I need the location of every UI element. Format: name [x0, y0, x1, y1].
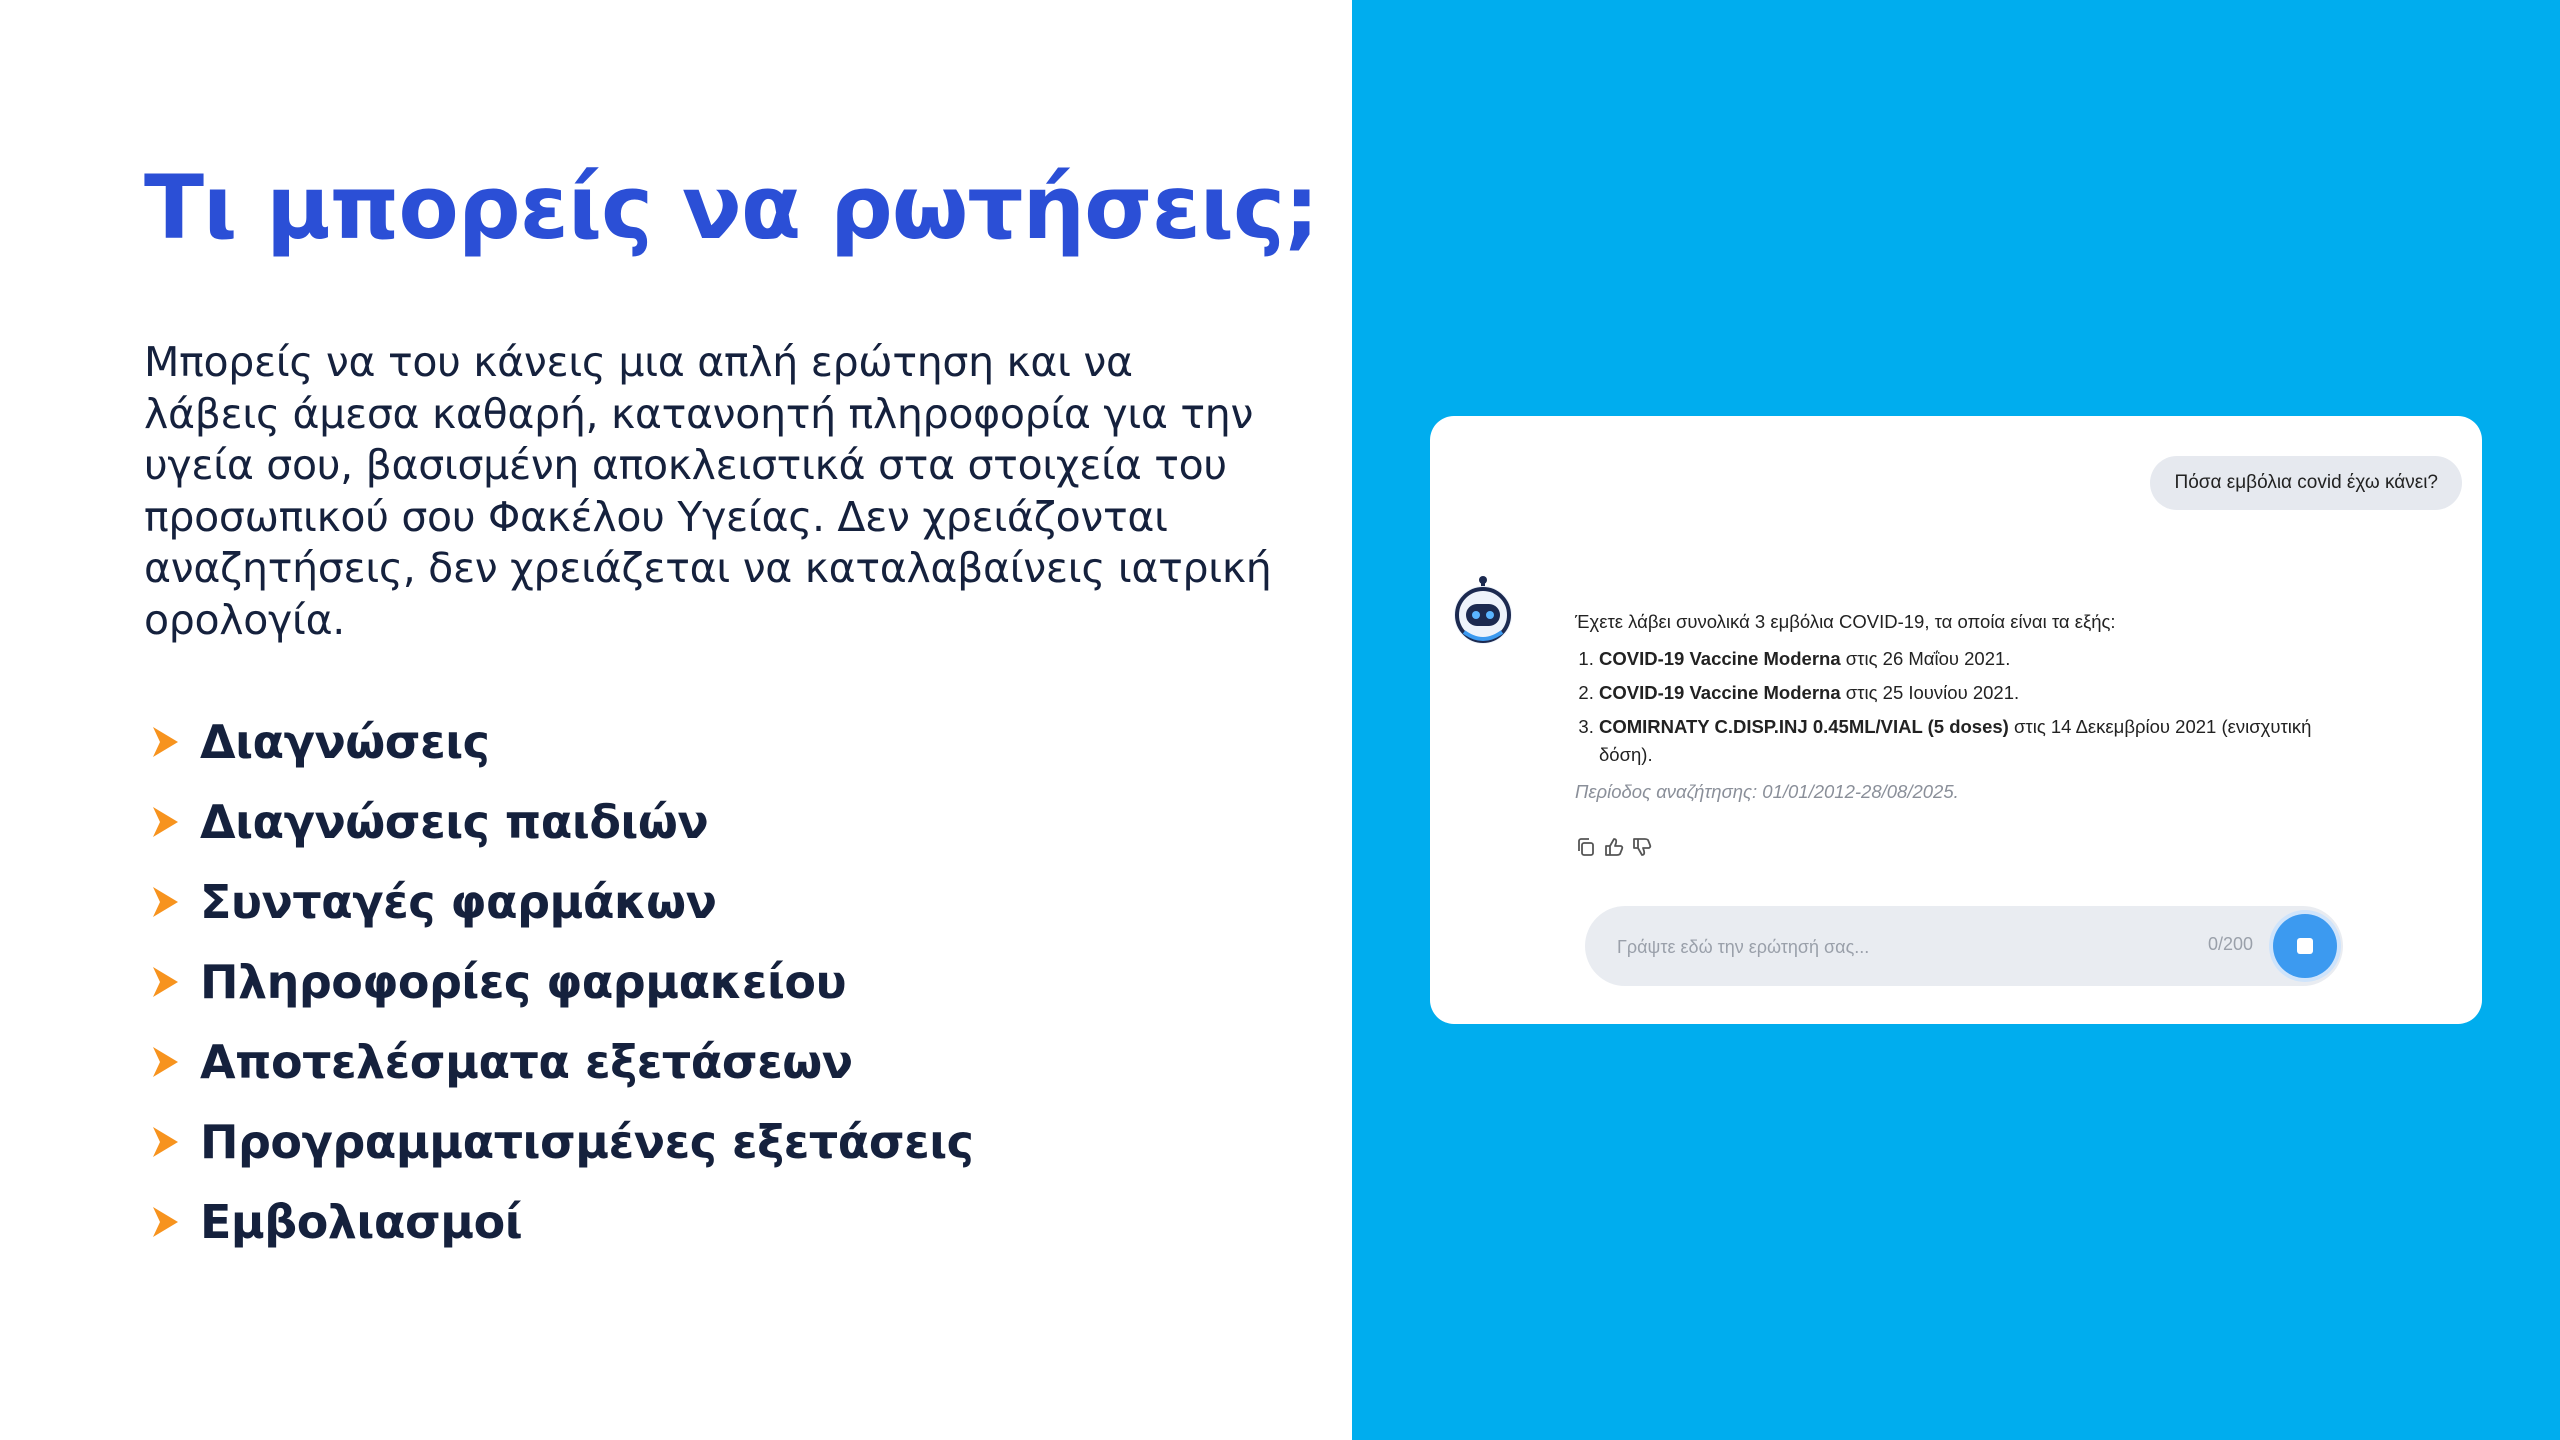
bot-message	[1575, 607, 2355, 807]
chevron-right-icon	[148, 725, 180, 759]
topic-list	[148, 702, 973, 1262]
user-message-bubble	[2150, 456, 2462, 510]
chat-input-bar	[1585, 906, 2343, 986]
vaccine-detail: στις 14 Δεκεμβρίου 2021 (ενισχυτική δόση).	[1599, 716, 2312, 765]
bot-intro-text: Έχετε λάβει συνολικά 3 εμβόλια COVID-19, τα οποία είναι τα εξής:	[1575, 611, 2116, 632]
vaccine-list	[1575, 645, 2355, 769]
chevron-right-icon	[148, 885, 180, 919]
vaccine-detail: στις 25 Ιουνίου 2021.	[1845, 682, 2020, 703]
topic-label: Εμβολιασμοί	[200, 1195, 523, 1249]
list-item	[1599, 679, 2355, 707]
thumbs-down-icon[interactable]	[1631, 836, 1653, 858]
list-item	[148, 1102, 973, 1182]
chevron-right-icon	[148, 1125, 180, 1159]
list-item	[148, 782, 973, 862]
chevron-right-icon	[148, 805, 180, 839]
topic-label: Διαγνώσεις παιδιών	[200, 795, 709, 849]
list-item	[148, 1182, 973, 1262]
topic-label: Πληροφορίες φαρμακείου	[200, 955, 847, 1009]
list-item	[1599, 645, 2355, 673]
chevron-right-icon	[148, 1045, 180, 1079]
chat-window	[1430, 416, 2482, 1024]
topic-label: Διαγνώσεις	[200, 715, 490, 769]
topic-label: Συνταγές φαρμάκων	[200, 875, 717, 929]
topic-label: Αποτελέσματα εξετάσεων	[200, 1035, 853, 1089]
list-item	[148, 942, 973, 1022]
send-button[interactable]	[2273, 914, 2337, 978]
chevron-right-icon	[148, 965, 180, 999]
robot-icon	[1450, 574, 1516, 644]
copy-icon[interactable]	[1575, 836, 1597, 858]
message-actions	[1575, 836, 1653, 858]
list-item	[148, 862, 973, 942]
vaccine-name: COVID-19 Vaccine Moderna	[1599, 682, 1841, 703]
chevron-right-icon	[148, 1205, 180, 1239]
topic-label: Προγραμματισμένες εξετάσεις	[200, 1115, 974, 1169]
vaccine-name: COMIRNATY C.DISP.INJ 0.45ML/VIAL (5 doses)	[1599, 716, 2009, 737]
list-item	[1599, 713, 2355, 769]
vaccine-name: COVID-19 Vaccine Moderna	[1599, 648, 1841, 669]
search-period-note: Περίοδος αναζήτησης: 01/01/2012-28/08/2025.	[1575, 781, 1959, 802]
intro-paragraph: Μπορείς να του κάνεις μια απλή ερώτηση και να λάβεις άμεσα καθαρή, κατανοητή πληροφορία για την υγεία σου, βασισμένη αποκλειστικά στα στοιχεία του προσωπικού σου Φακέλου Υγείας. Δεν χρειάζονται αναζητήσεις, δεν χρειάζεται να καταλαβαίνεις ιατρική ορολογία.	[144, 338, 1272, 644]
stop-icon	[2297, 938, 2313, 954]
list-item	[148, 1022, 973, 1102]
thumbs-up-icon[interactable]	[1603, 836, 1625, 858]
page-title: Τι μπορείς να ρωτήσεις;	[144, 156, 1319, 259]
char-counter: 0/200	[2207, 934, 2253, 954]
user-message-text: Πόσα εμβόλια covid έχω κάνει?	[2174, 472, 2438, 493]
vaccine-detail: στις 26 Μαΐου 2021.	[1845, 648, 2011, 669]
chat-input[interactable]	[1615, 926, 2179, 968]
list-item	[148, 702, 973, 782]
